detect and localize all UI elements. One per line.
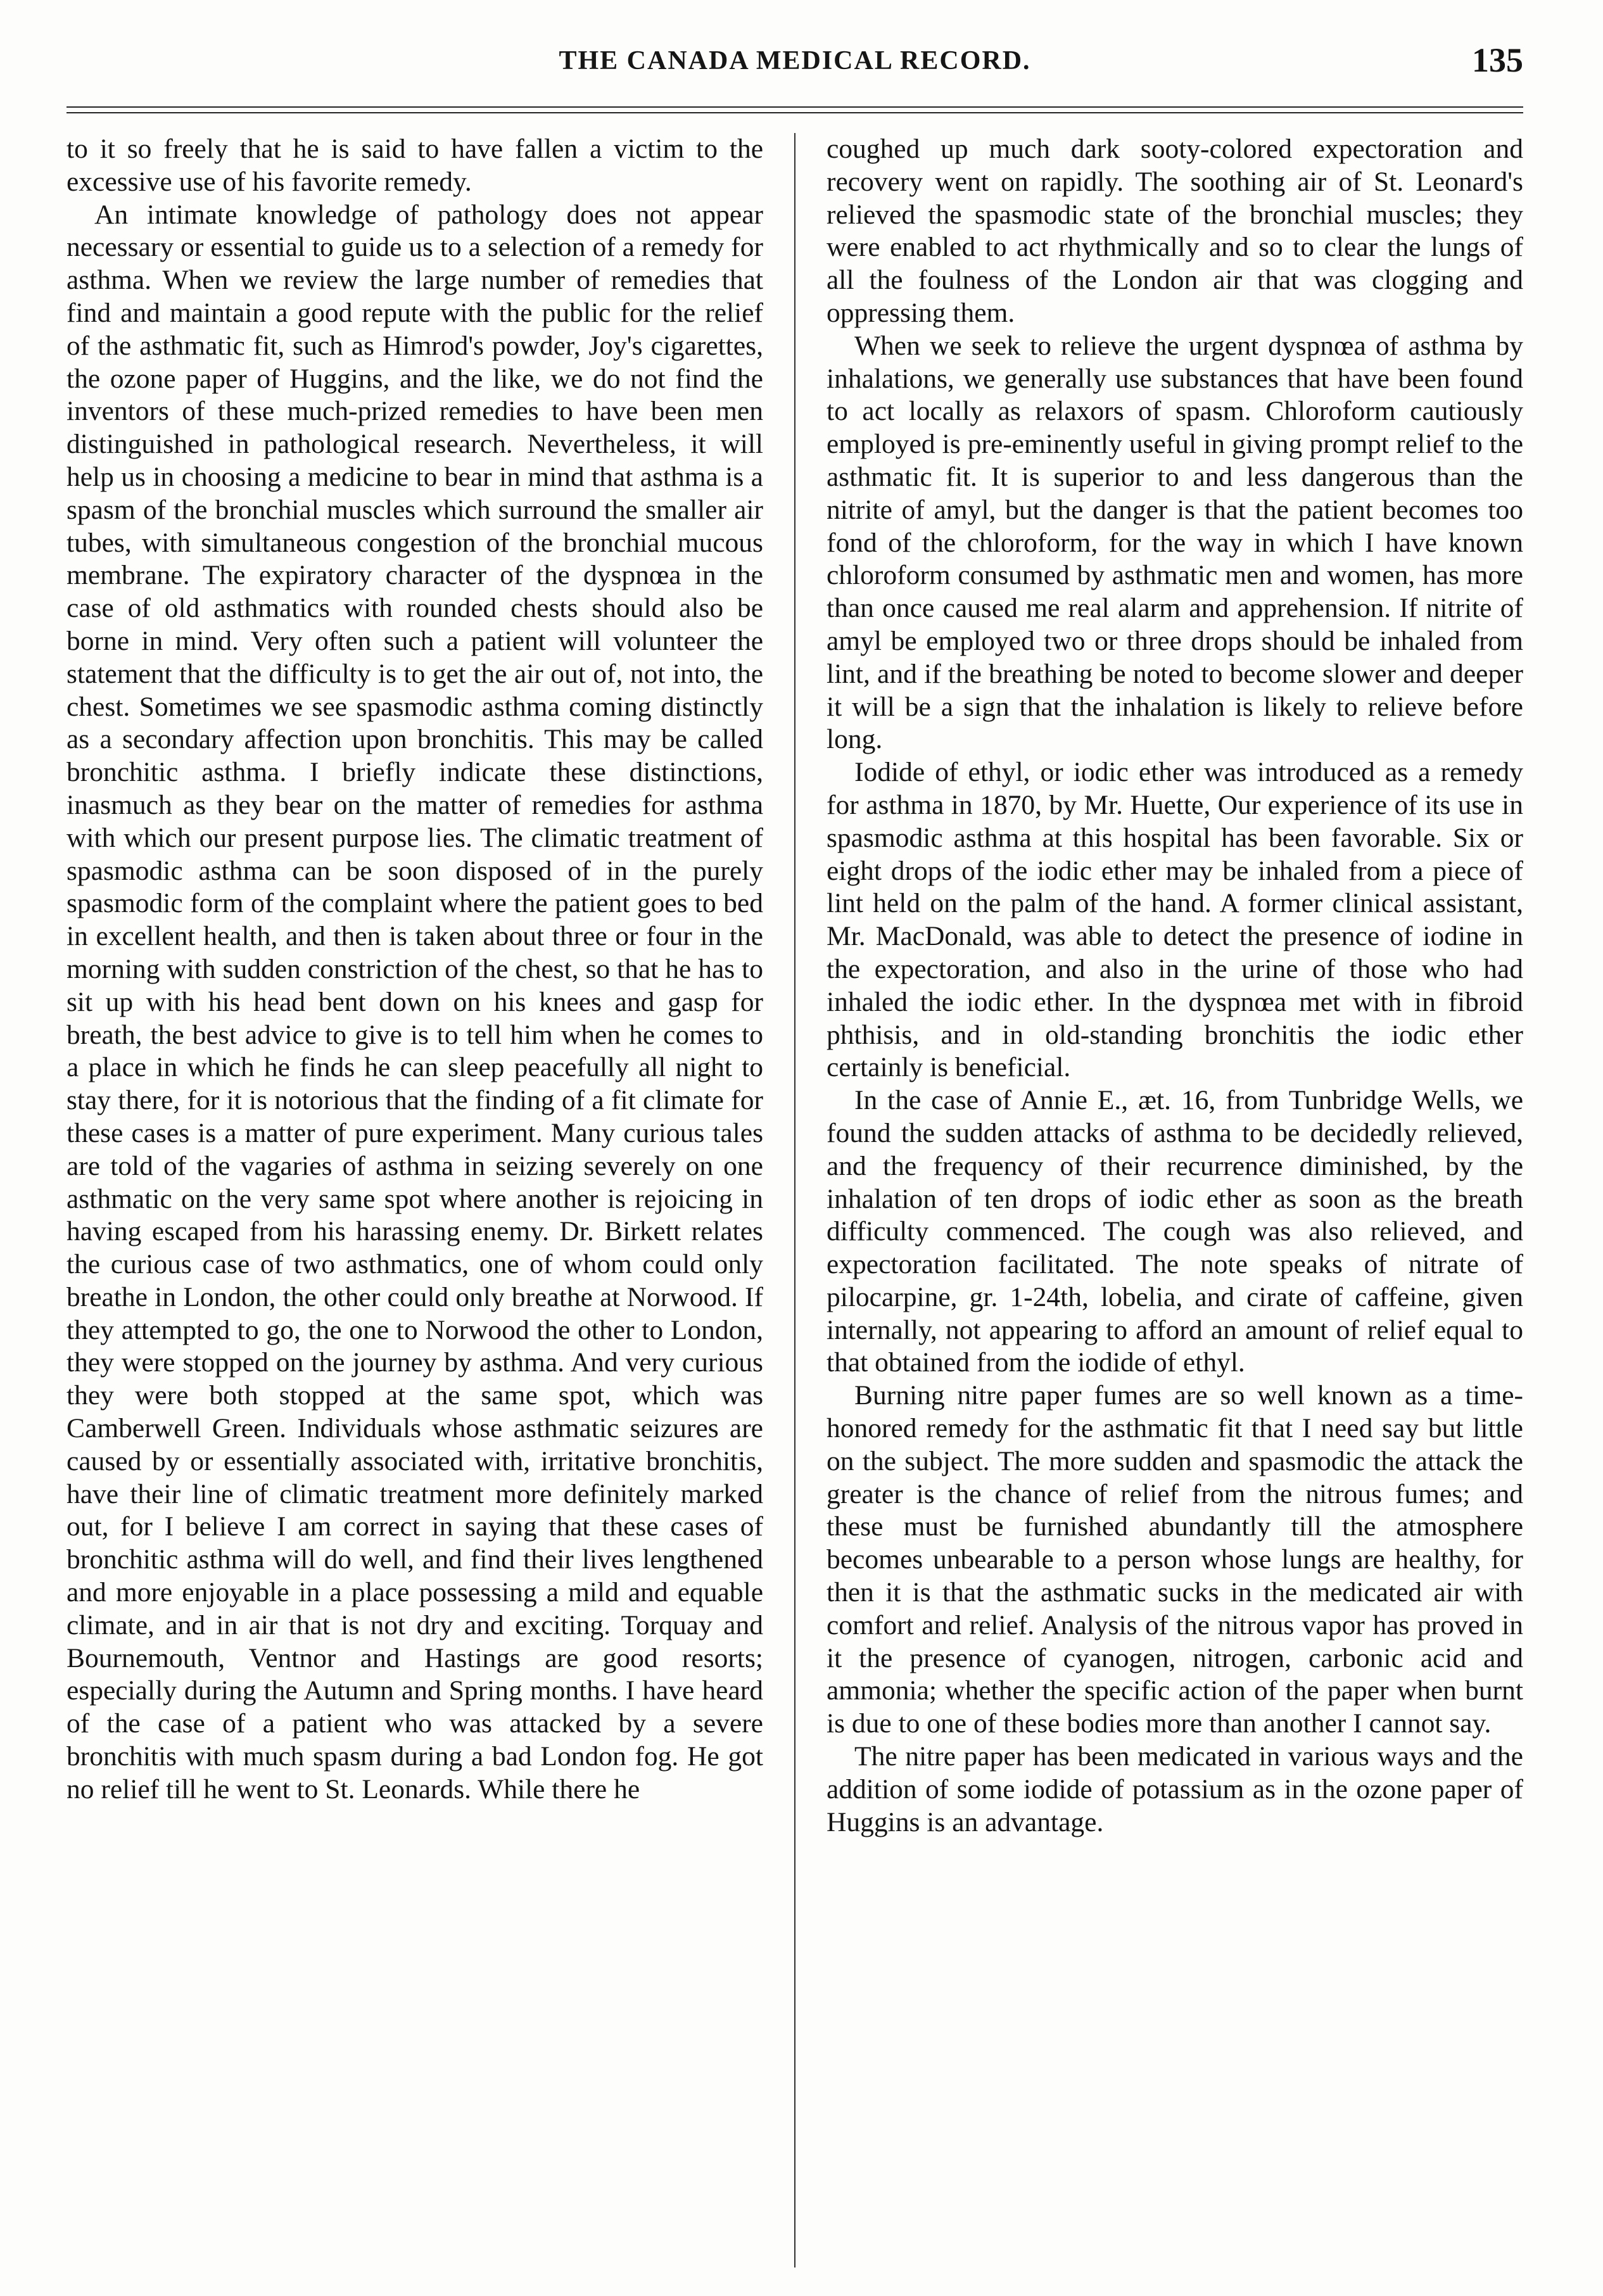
left-column [67, 133, 763, 2267]
paragraph: Burning nitre paper fumes are so well known as a time-honored remedy for the asthmatic fit that I need say but little on the subject. The more sudden and spasmodic the attack the greater is the chance of relief from the nitrous fumes; and these must be furnished abundantly till the atmosphere becomes unbearable to a person whose lungs are healthy, for then it is that the asthmatic sucks in the medicated air with comfort and relief. Analysis of the nitrous vapor has proved in it the presence of cyanogen, nitrogen, carbonic acid and ammonia; whether the specific action of the paper when burnt is due to one of these bodies more than another I cannot say. [827, 1380, 1523, 1739]
paragraph: The nitre paper has been medicated in various ways and the addition of some iodide of potassium as in the ozone paper of Huggins is an advantage. [827, 1741, 1523, 1837]
header-rule [67, 106, 1523, 113]
article-body [67, 133, 1523, 2267]
paragraph: to it so freely that he is said to have fallen a victim to the excessive use of his favorite remedy. [67, 134, 763, 197]
page-header [67, 38, 1523, 89]
journal-title: THE CANADA MEDICAL RECORD. [559, 46, 1031, 75]
right-column [827, 133, 1523, 2267]
page-number: 135 [1472, 41, 1523, 79]
paragraph: An intimate knowledge of pathology does not appear necessary or essential to guide us to a selection of a remedy for asthma. When we review the large number of remedies that find and maintain a good repute with the public for the relief of the asthmatic fit, such as Himrod's powder, Joy's cigarettes, the ozone paper of Huggins, and the like, we do not find the inventors of these much-prized remedies to have been men distinguished in pathological research. Nevertheless, it will help us in choosing a medicine to bear in mind that asthma is a spasm of the bronchial muscles which surround the smaller air tubes, with simultaneous congestion of the bronchial mucous membrane. The expiratory character of the dyspnœa in the case of old asthmatics with rounded chests should also be borne in mind. Very often such a patient will volunteer the statement that the difficulty is to get the air out of, not into, the chest. Sometimes we see spasmodic asthma coming distinctly as a secondary affection upon bronchitis. This may be called bronchitic asthma. I briefly indicate these distinctions, inasmuch as they bear on the matter of remedies for asthma with which our present purpose lies. The climatic treatment of spasmodic asthma can be soon disposed of in the purely spasmodic form of the complaint where the patient goes to bed in excellent health, and then is taken about three or four in the morning with sudden constriction of the chest, so that he has to sit up with his head bent down on his knees and gasp for breath, the best advice to give is to tell him when he comes to a place in which he finds he can sleep peacefully all night to stay there, for it is notorious that the finding of a fit climate for these cases is a matter of pure experiment. Many curious tales are told of the vagaries of asthma in seizing severely on one asthmatic on the very same spot where another is rejoicing in having escaped from his harassing enemy. Dr. Birkett relates the curious case of two asthmatics, one of whom could only breathe in London, the other could only breathe at Norwood. If they attempted to go, the one to Norwood the other to London, they were stopped on the journey by asthma. And very curious they were both stopped at the same spot, which was Camberwell Green. Individuals whose asthmatic seizures are caused by or essentially associated with, irritative bronchitis, have their line of climatic treatment more definitely marked out, for I believe I am correct in saying that these cases of bronchitic asthma will do well, and find their lives lengthened and more enjoyable in a place possessing a mild and equable climate, and in air that is not dry and exciting. Torquay and Bournemouth, Ventnor and Hastings are good resorts; especially during the Autumn and Spring months. I have heard of the case of a patient who was attacked by a severe bronchitis with much spasm during a bad London fog. He got no relief till he went to St. Leonards. While there he [67, 199, 763, 1804]
paragraph: In the case of Annie E., æt. 16, from Tunbridge Wells, we found the sudden attacks of asthma to be decidedly relieved, and the frequency of their recurrence diminished, by the inhalation of ten drops of iodic ether as soon as the breath difficulty commenced. The cough was also relieved, and expectoration facilitated. The note speaks of nitrate of pilocarpine, gr. 1-24th, lobelia, and cirate of caffeine, given internally, not appearing to afford an amount of relief equal to that obtained from the iodide of ethyl. [827, 1085, 1523, 1378]
journal-page [67, 38, 1523, 2267]
paragraph: Iodide of ethyl, or iodic ether was introduced as a remedy for asthma in 1870, by Mr. Huette, Our experience of its use in spasmodic asthma at this hospital has been favorable. Six or eight drops of the iodic ether may be inhaled from a piece of lint held on the palm of the hand. A former clinical assistant, Mr. MacDonald, was able to detect the presence of iodine in the expectoration, and also in the urine of those who had inhaled the iodic ether. In the dyspnœa met with in fibroid phthisis, and in old-standing bronchitis the iodic ether certainly is beneficial. [827, 757, 1523, 1083]
column-divider [794, 133, 795, 2267]
paragraph: coughed up much dark sooty-colored expectoration and recovery went on rapidly. The soothing air of St. Leonard's relieved the spasmodic state of the bronchial muscles; they were enabled to act rhythmically and so to clear the lungs of all the foulness of the London air that was clogging and oppressing them. [827, 134, 1523, 328]
paragraph: When we seek to relieve the urgent dyspnœa of asthma by inhalations, we generally use substances that have been found to act locally as relaxors of spasm. Chloroform cautiously employed is pre-eminently useful in giving prompt relief to the asthmatic fit. It is superior to and less dangerous than the nitrite of amyl, but the danger is that the patient becomes too fond of the chloroform, for the way in which I have known chloroform consumed by asthmatic men and women, has more than once caused me real alarm and apprehension. If nitrite of amyl be employed two or three drops should be inhaled from lint, and if the breathing be noted to become slower and deeper it will be a sign that the inhalation is likely to relieve before long. [827, 330, 1523, 755]
